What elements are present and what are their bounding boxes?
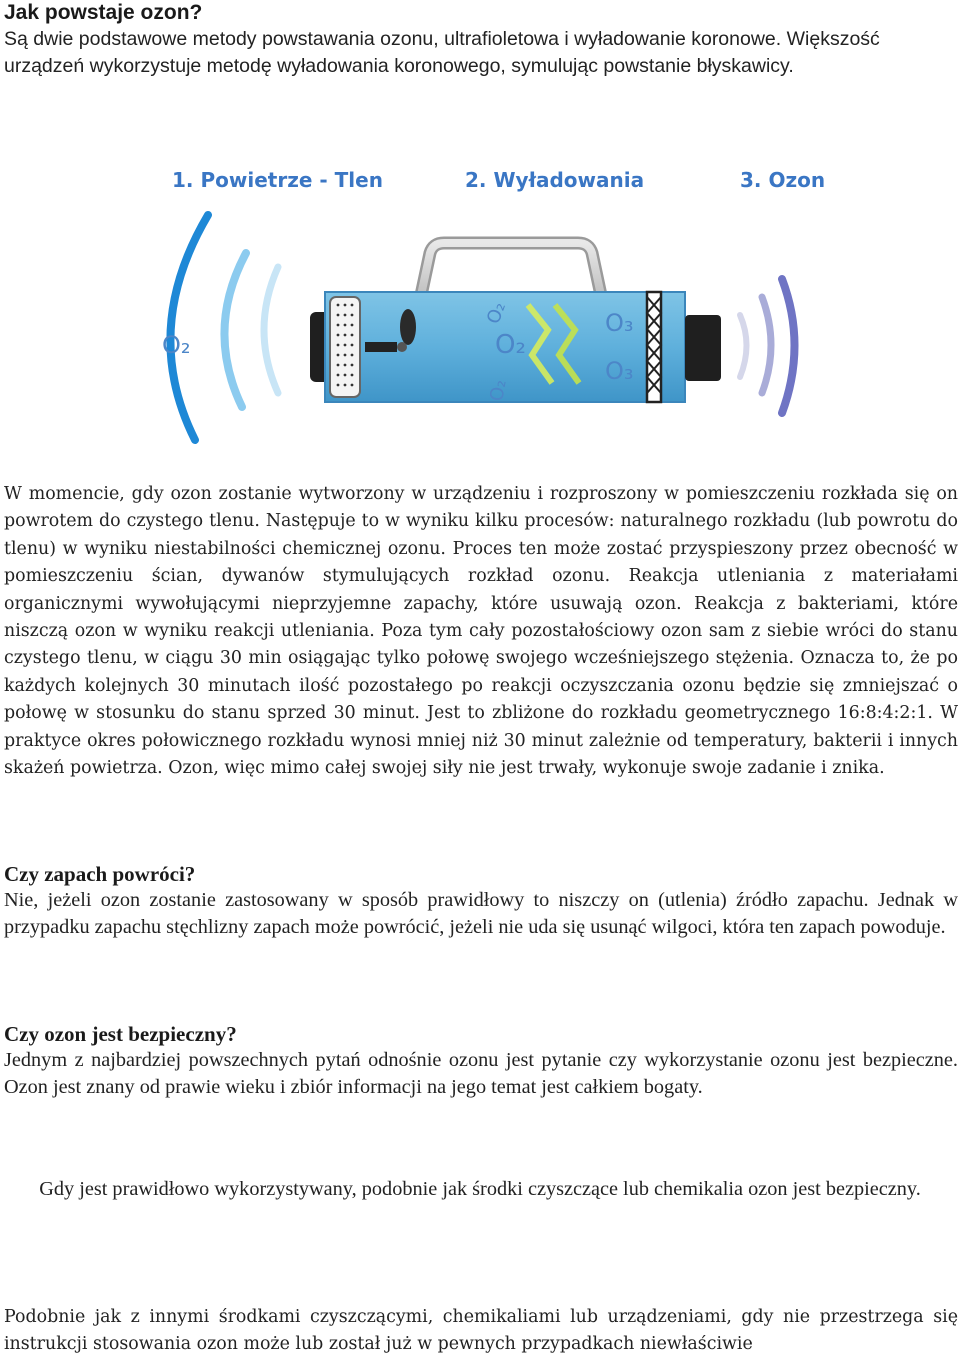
intro-paragraph: Są dwie podstawowe metody powstawania ozonu, ultrafioletowa i wyładowanie koronowe. Większość urządzeń wykorzystuje metodę wyładowania koronowego, symulując powstanie błyskawicy.	[4, 28, 880, 77]
diagram-label-discharges: 2. Wyładowania	[465, 168, 645, 192]
air-wave-2	[224, 253, 246, 407]
safety-quote: Gdy jest prawidłowo wykorzystywany, podobnie jak środki czyszczące lub chemikalia ozon jest bezpieczny.	[39, 1178, 921, 1200]
device-outlet-cap	[685, 315, 721, 381]
section-body-odor-return: Nie, jeżeli ozon zostanie zastosowany w sposób prawidłowy to niszczy on (utlenia) źródło zapachu. Jednak w przypadku zapachu stęchlizny zapach może powrócić, jeżeli nie uda się usunąć wilgoci, która ten zapach powoduje.	[4, 889, 958, 939]
diagram-svg	[150, 155, 830, 455]
diagram-label-ozone: 3. Ozon	[740, 168, 826, 192]
o3-molecule-inner-2: O₃	[605, 357, 634, 385]
page	[4, 0, 958, 80]
section-title-ozone-safety: Czy ozon jest bezpieczny?	[4, 1022, 237, 1046]
closing-paragraph: Podobnie jak z innymi środkami czyszczącymi, chemikaliami lub urządzeniami, gdy nie przestrzega się instrukcji stosowania ozon może lub został już w pewnych przypadkach niewłaściwie	[4, 1307, 958, 1355]
section-title-odor-return: Czy zapach powróci?	[4, 862, 196, 886]
air-wave-3	[264, 267, 278, 393]
intake-filter	[330, 297, 360, 397]
section-body-ozone-safety: Jednym z najbardziej powszechnych pytań odnośnie ozonu jest pytanie czy wykorzystanie ozonu jest bezpieczne. Ozon jest znany od prawie wieku i zbiór informacji na jego temat jest całkiem bogaty.	[4, 1049, 958, 1099]
ozone-wave-3	[782, 279, 795, 413]
o3-molecule-inner-1: O₃	[605, 309, 634, 337]
ozone-generator-diagram	[150, 155, 830, 455]
air-wave-1	[170, 215, 208, 440]
o2-molecule-inner-2: O₂	[495, 330, 526, 360]
diagram-label-air-oxygen: 1. Powietrze - Tlen	[172, 168, 383, 192]
fan-motor	[365, 342, 397, 352]
ozone-wave-2	[762, 297, 771, 393]
ozone-wave-1	[740, 315, 747, 377]
paragraph-ozone-decay: W momencie, gdy ozon zostanie wytworzony w urządzeniu i rozproszony w pomieszczeniu rozkłada się on powrotem do czystego tlenu. Następuje to w wyniku kilku procesów: naturalnego rozkładu (lub powrotu do tlenu) w wyniku niestabilności chemicznej ozonu. Proces ten może zostać przyspieszony przez obecność w pomieszczeniu ścian, dywanów stymulujących rozkład ozonu. Reakcja utleniania z materiałami organicznymi wywołującymi nieprzyjemne zapachy, które usuwają ozon. Reakcja z bakteriami, które niszczą ozon w wyniku reakcji utleniania. Poza tym cały pozostałościowy ozon sam z siebie wróci do stanu czystego tlenu, w ciągu 30 min osiągając tylko połowę swojego wcześniejszego stężenia. Oznacza to, że po każdych kolejnych 30 minutach ilość pozostałego po reakcji oczyszczania ozonu będzie się zmniejszać o połowę w stosunku do stanu sprzed 30 minut. Jest to zbliżone do rozkładu geometrycznego 16:8:4:2:1. W praktyce okres połowicznego rozkładu wynosi mniej niż 30 minut zależnie od temperatury, bakterii i innych skażeń powietrza. Ozon, więc mimo całej swojej siły nie jest trwały, wykonuje swoje zadanie i znika.	[4, 484, 958, 779]
section-title-how-ozone-forms: Jak powstaje ozon?	[4, 1, 203, 24]
o2-molecule-inner-1: O₂	[482, 299, 511, 327]
o2-molecule-left: O₂	[162, 331, 191, 359]
o2-molecule-inner-3: O₂	[486, 378, 511, 403]
fan-icon	[400, 309, 416, 345]
